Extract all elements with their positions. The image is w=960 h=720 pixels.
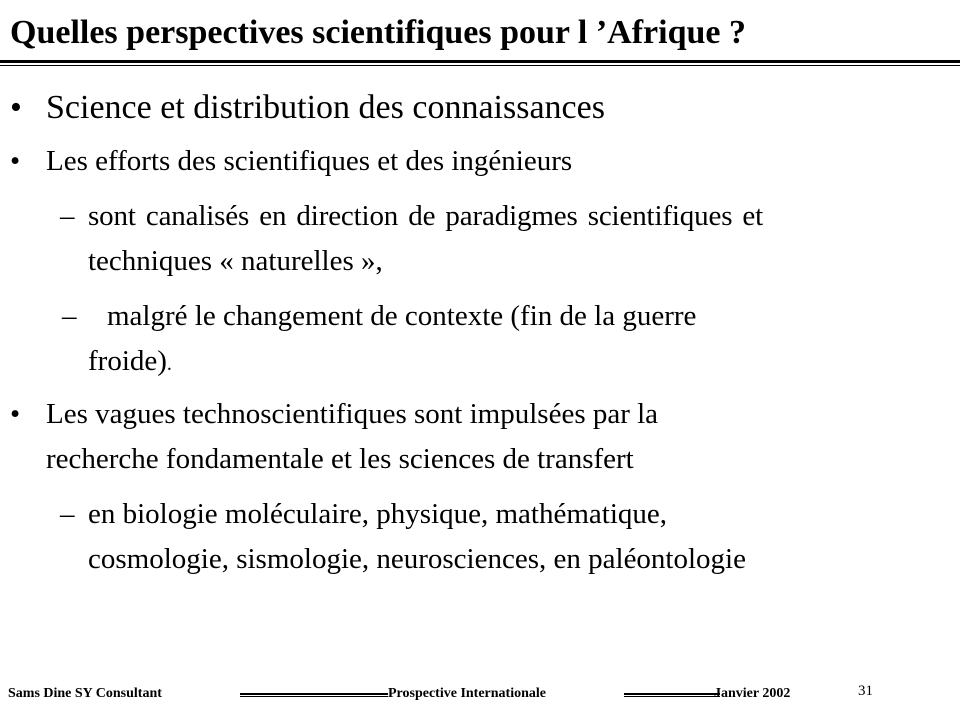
sub-bullet-marker: – <box>62 300 77 332</box>
sub-bullet-text-wrap <box>88 345 172 378</box>
slide-footer <box>0 686 960 710</box>
bullet-text: Les efforts des scientifiques et des ingénieurs <box>46 145 573 177</box>
footer-rule-left <box>240 693 388 697</box>
sub-bullet-text: malgré le changement de contexte (fin de la guerre <box>107 300 697 332</box>
footer-date: Janvier 2002 <box>714 686 791 701</box>
sub-bullet-text: sont canalisés en direction de paradigmes scientifiques et <box>88 200 764 232</box>
footer-author: Sams Dine SY Consultant <box>8 686 162 701</box>
sub-bullet-marker: – <box>60 200 75 232</box>
title-divider <box>0 60 960 66</box>
page-number: 31 <box>858 683 873 699</box>
sub-bullet-marker: – <box>60 498 75 530</box>
bullet-marker: • <box>10 145 21 177</box>
bullet-text: Les vagues technoscientifiques sont impulsées par la <box>46 398 659 430</box>
sub-bullet-text: techniques « naturelles », <box>88 245 383 277</box>
bullet-marker: • <box>10 89 22 126</box>
bullet-marker: • <box>10 398 21 430</box>
sub-bullet-text: cosmologie, sismologie, neurosciences, en paléontologie <box>88 543 746 575</box>
sub-bullet-text-period: . <box>166 353 172 375</box>
bullet-text: recherche fondamentale et les sciences de transfert <box>46 443 634 475</box>
slide-title: Quelles perspectives scientifiques pour l ’Afrique ? <box>10 14 746 51</box>
sub-bullet-text-part: froide) <box>88 345 167 377</box>
sub-bullet-text: en biologie moléculaire, physique, mathématique, <box>88 498 668 530</box>
bullet-text: Science et distribution des connaissances <box>46 89 605 126</box>
footer-center: Prospective Internationale <box>388 686 546 701</box>
footer-rule-right <box>624 693 720 697</box>
